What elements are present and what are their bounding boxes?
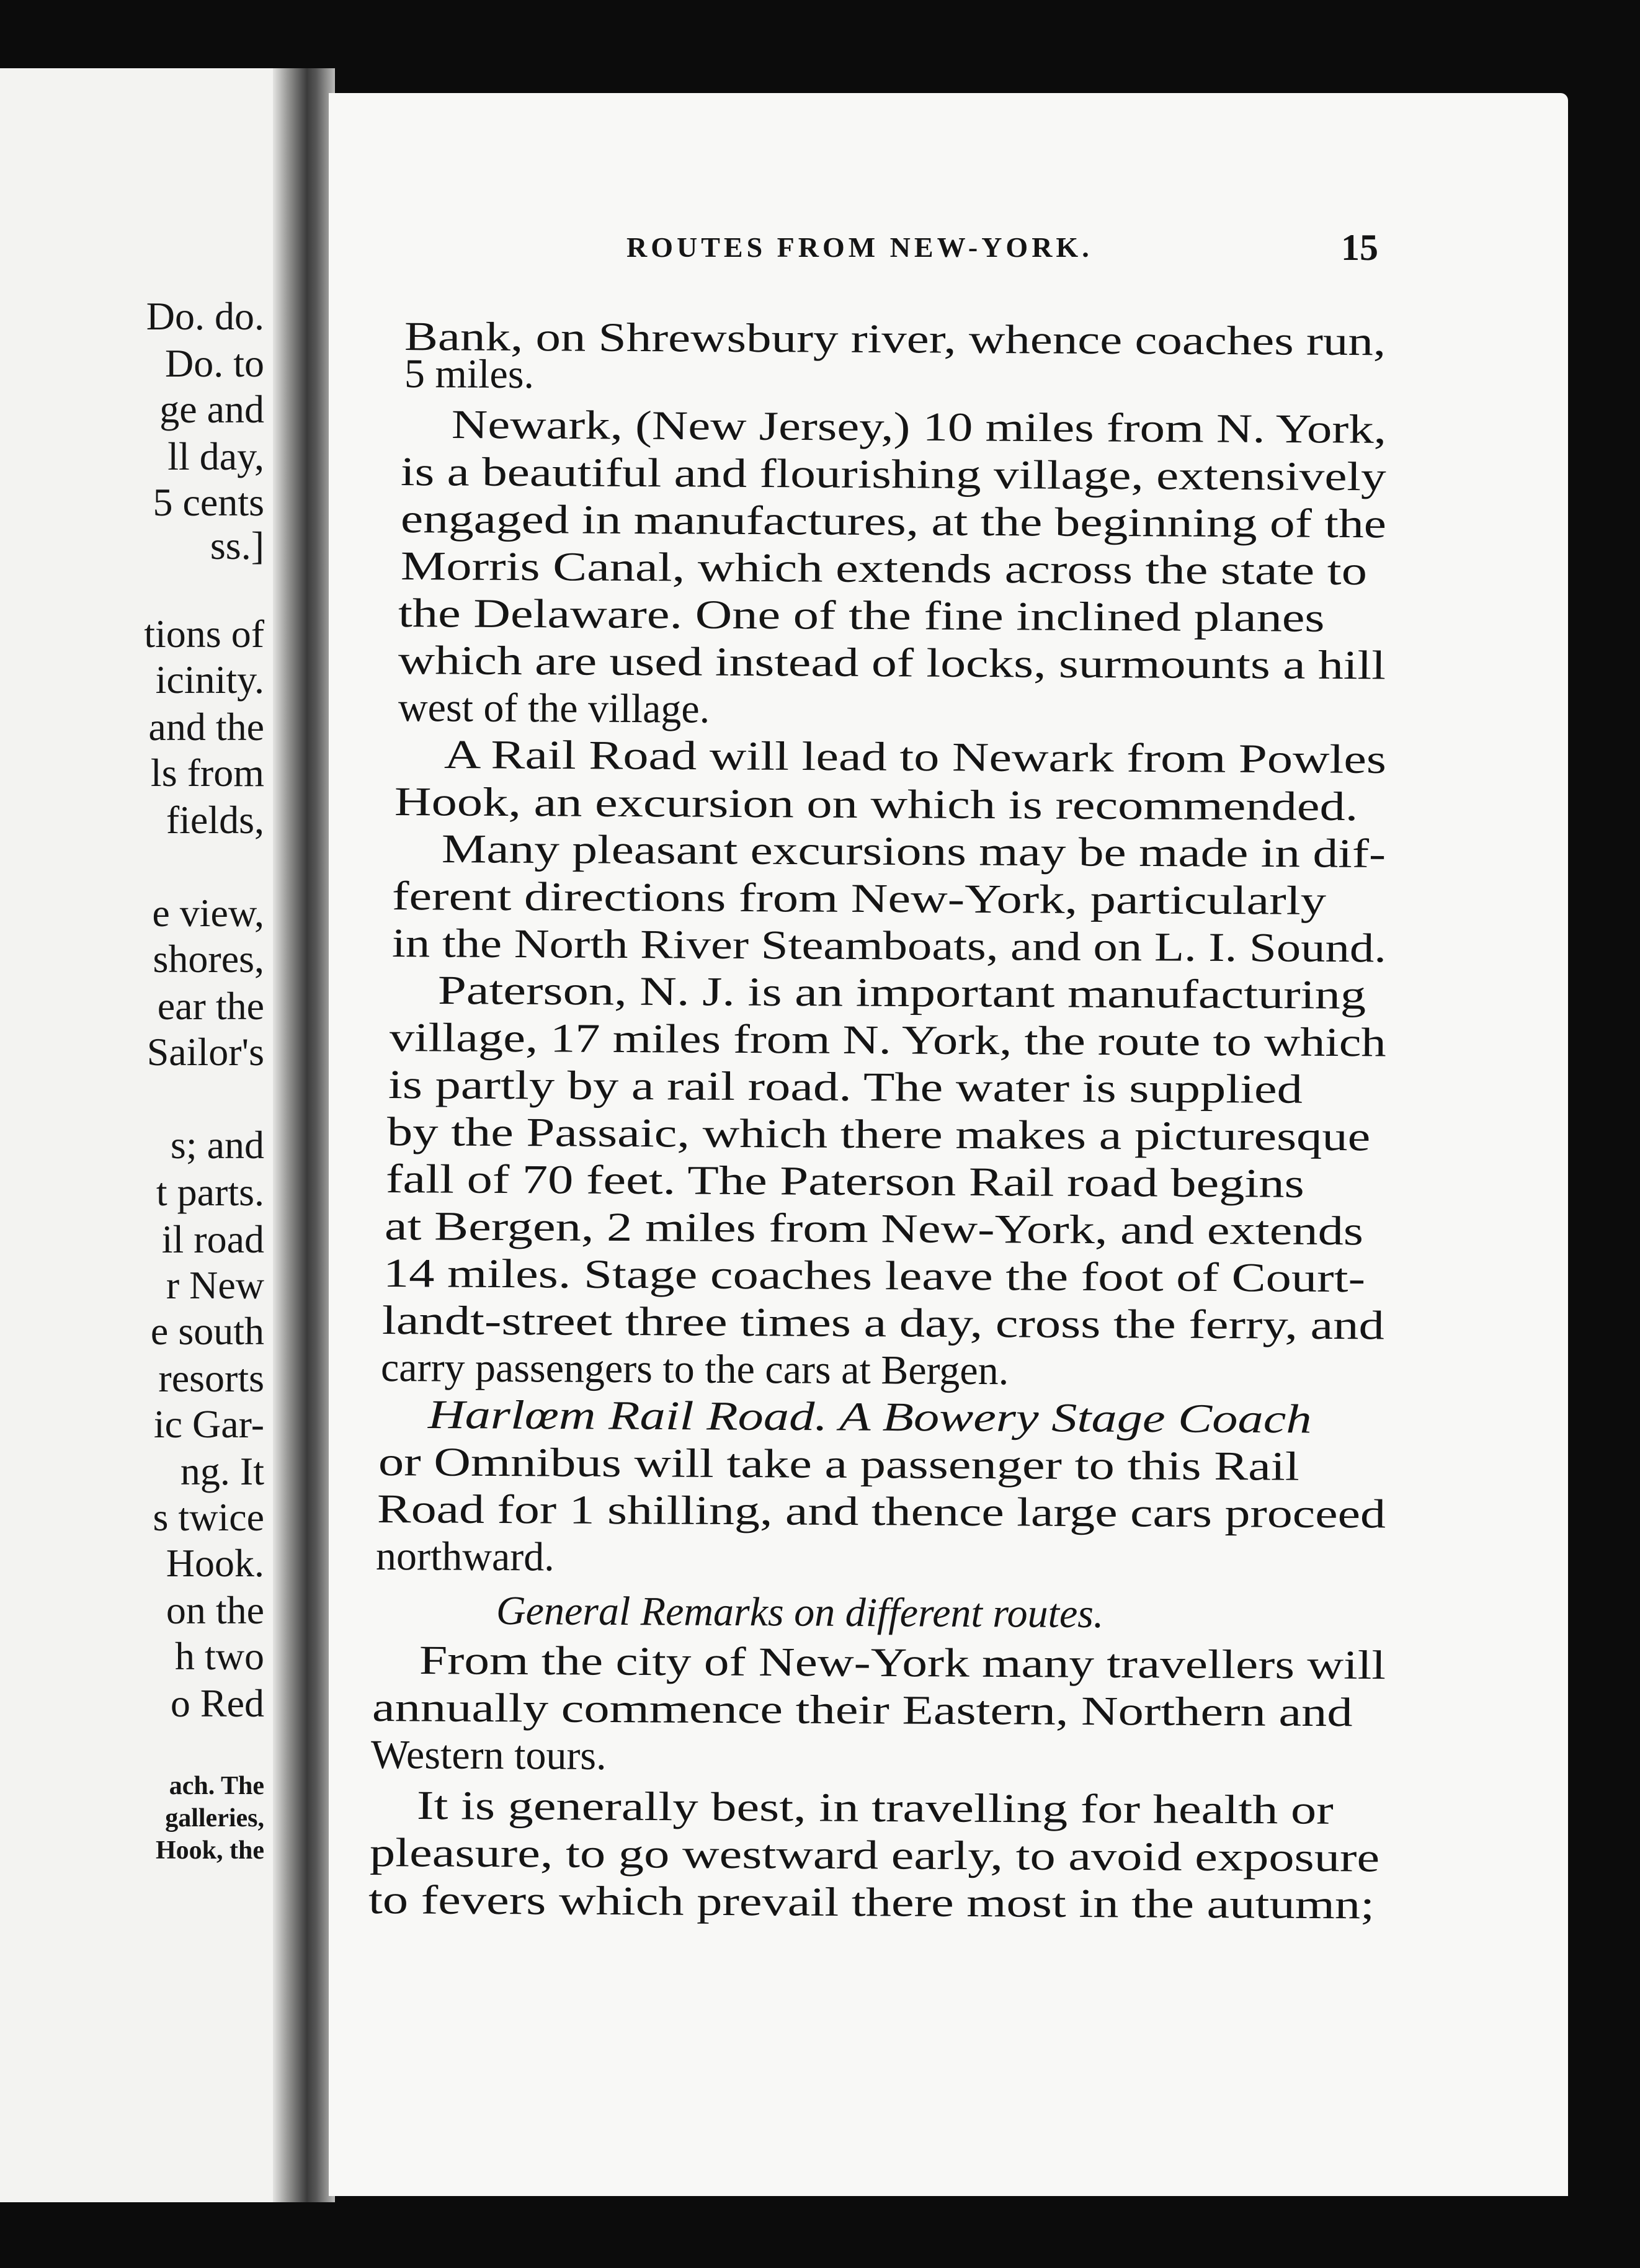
body-line: to fevers which prevail there most in the autumn; [368,1877,1375,1928]
left-page-line: ss.] [210,524,264,568]
left-page-note: ach. The [169,1772,264,1800]
left-page-line: ear the [157,984,264,1028]
body-line: Paterson, N. J. is an important manufacturing [437,968,1366,1018]
body-line: Harlœm Rail Road. A Bowery Stage Coach [427,1392,1312,1442]
body-line: is a beautiful and flourishing village, extensively [400,449,1386,500]
page-number: 15 [1341,227,1378,268]
body-line: Morris Canal, which extends across the state to [400,543,1368,594]
body-line: or Omnibus will take a passenger to this Rail [378,1439,1299,1489]
book-gutter [273,68,335,2202]
left-page-line: Hook. [166,1541,264,1585]
left-page-line: il road [161,1217,264,1261]
body-line: ferent directions from New-York, particularly [391,873,1327,924]
left-page-note: Hook, the [155,1836,264,1865]
left-page-note: galleries, [165,1804,264,1833]
body-line: A Rail Road will lead to Newark from Powles [443,732,1387,782]
body-line: Road for 1 shilling, and thence large cars proceed [377,1486,1386,1537]
left-page-line: ng. It [180,1449,264,1493]
left-page-line: tions of [144,612,264,656]
left-page-line: e south [150,1309,264,1353]
left-page-line: ll day, [167,434,264,478]
body-line: annually commence their Eastern, Northern and [372,1685,1353,1736]
body-line: 14 miles. Stage coaches leave the foot of Court- [383,1251,1366,1301]
body-line: 5 miles. [404,351,535,398]
left-page-line: 5 cents [153,480,264,524]
body-line: pleasure, to go westward early, to avoid exposure [369,1830,1380,1881]
left-page-line: s twice [153,1495,264,1539]
left-facing-page [0,68,273,2202]
body-line: landt-street three times a day, cross the ferry, and [381,1298,1384,1349]
left-page-line: ic Gar- [153,1402,264,1446]
left-page-line: Sailor's [146,1030,264,1074]
left-page-line: on the [166,1588,264,1632]
body-line: engaged in manufactures, at the beginning of the [400,496,1387,547]
body-line: in the North River Steamboats, and on L. I. Sound. [391,921,1387,971]
left-page-line: fields, [166,798,264,842]
left-page-line: h two [175,1634,264,1678]
left-page-line: Do. do. [146,294,264,338]
left-page-line: icinity. [155,658,264,702]
section-heading: General Remarks on different routes. [496,1588,1104,1637]
left-page-line: ls from [150,751,264,795]
left-page-line: Do. to [165,341,264,385]
left-page-line: resorts [158,1356,264,1400]
body-line: It is generally best, in travelling for health or [416,1783,1334,1833]
body-line: carry passengers to the cars at Bergen. [380,1345,1009,1394]
left-page-line: ge and [159,387,264,431]
body-line: village, 17 miles from N. York, the route to which [389,1015,1386,1066]
left-page-line: r New [166,1263,264,1307]
body-line: is partly by a rail road. The water is supplied [388,1062,1303,1112]
body-line: the Delaware. One of the fine inclined planes [398,591,1325,641]
body-line: west of the village. [398,685,710,732]
running-header: ROUTES FROM NEW-YORK. [626,231,1093,263]
body-line: at Bergen, 2 miles from New-York, and extends [384,1203,1364,1254]
body-line: Many pleasant excursions may be made in dif- [441,826,1386,877]
left-page-line: o Red [170,1681,264,1725]
body-line: which are used instead of locks, surmounts a hill [398,638,1386,689]
body-line: by the Passaic, which there makes a picturesque [386,1109,1371,1160]
body-line: northward. [375,1534,555,1580]
body-line: From the city of New-York many travellers will [419,1638,1386,1689]
body-line: Bank, on Shrewsbury river, whence coaches run, [404,314,1386,365]
body-line: Western tours. [370,1732,607,1779]
body-line: Hook, an excursion on which is recommended. [394,779,1358,830]
body-line: Newark, (New Jersey,) 10 miles from N. York, [451,402,1387,452]
left-page-line: e view, [152,891,264,935]
left-page-line: shores, [153,937,264,981]
left-page-line: and the [148,705,264,749]
left-page-line: t parts. [156,1170,264,1214]
left-page-line: s; and [170,1123,264,1167]
body-line: fall of 70 feet. The Paterson Rail road begins [385,1156,1304,1207]
